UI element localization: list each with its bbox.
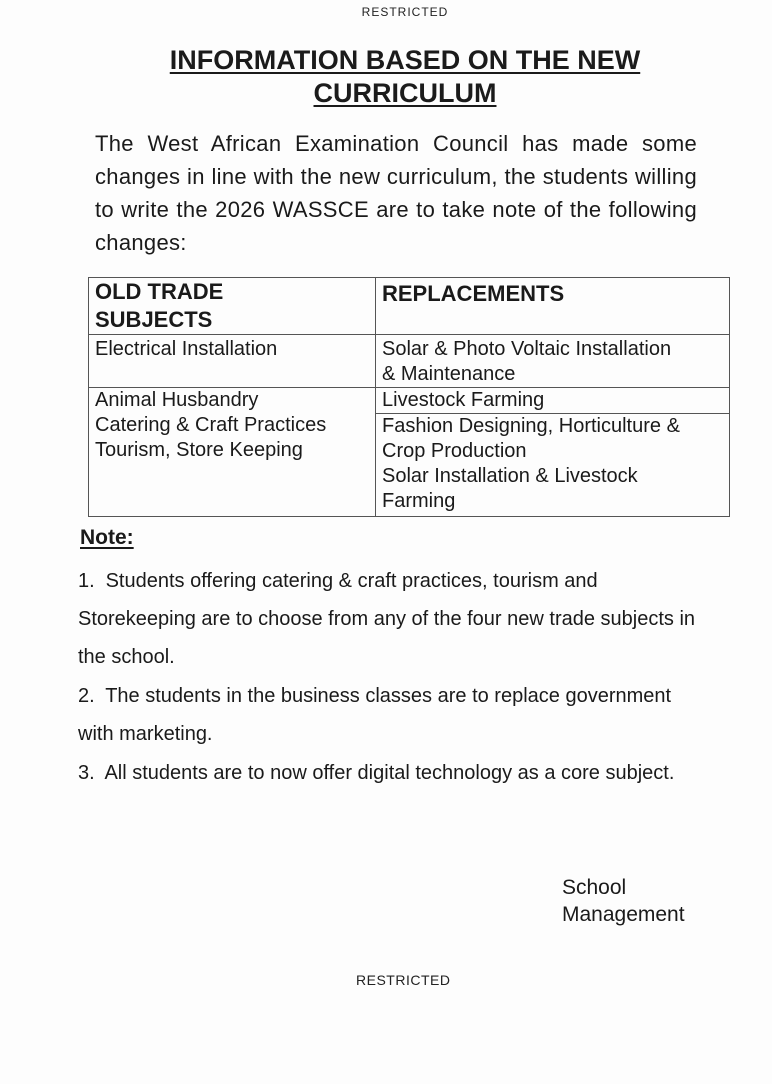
old-subject-cell xyxy=(89,335,376,388)
intro-paragraph: The West African Examination Council has made some changes in line with the new curriculum, the students willing to write the 2026 WASSCE are to take note of the following changes: xyxy=(95,131,697,255)
replacement-fashion-line-2: Crop Production xyxy=(382,440,527,462)
signoff-line-2: Management xyxy=(562,903,685,926)
note-text: The students in the business classes are to replace government with marketing. xyxy=(78,685,672,745)
replacement-solar-line-2: & Maintenance xyxy=(382,363,516,385)
note-text: Students offering catering & craft practices, tourism and Storekeeping are to choose from any of the four new trade subjects in the school. xyxy=(78,570,696,668)
list-item xyxy=(78,562,696,676)
table-header-row xyxy=(89,278,730,335)
replacement-solar-line-1: Solar & Photo Voltaic Installation xyxy=(382,338,672,360)
replacement-solar-livestock-line-1: Solar Installation & Livestock xyxy=(382,465,638,487)
old-subject-electrical: Electrical Installation xyxy=(95,338,278,360)
note-heading: Note: xyxy=(80,526,134,549)
old-subject-catering: Catering & Craft Practices xyxy=(95,414,327,436)
table-row xyxy=(89,335,730,388)
header-replacements xyxy=(376,278,730,335)
header-replacements-label: REPLACEMENTS xyxy=(382,281,565,306)
replacement-solar-livestock-line-2: Farming xyxy=(382,490,456,512)
old-subject-animal-husbandry: Animal Husbandry xyxy=(95,389,259,411)
table-row xyxy=(89,388,730,517)
note-number: 2. xyxy=(78,685,95,707)
header-old-trade-subjects xyxy=(89,278,376,335)
replacement-livestock: Livestock Farming xyxy=(376,388,729,414)
old-subject-cell xyxy=(89,388,376,517)
page-title xyxy=(0,44,772,110)
list-item xyxy=(78,754,696,792)
note-text: All students are to now offer digital technology as a core subject. xyxy=(104,762,675,784)
list-item xyxy=(78,677,696,753)
notes-list xyxy=(78,562,696,793)
title-line-1: INFORMATION BASED ON THE NEW xyxy=(169,45,641,75)
header-restricted-label: RESTRICTED xyxy=(361,5,449,19)
header-old-line-1: OLD TRADE xyxy=(95,279,224,304)
title-line-2: CURRICULUM xyxy=(313,78,497,108)
old-subject-tourism: Tourism, Store Keeping xyxy=(95,439,303,461)
footer-restricted-label: RESTRICTED xyxy=(356,972,451,988)
note-number: 1. xyxy=(78,570,95,592)
signoff xyxy=(562,874,685,928)
replacement-cell xyxy=(376,388,730,517)
header-old-line-2: SUBJECTS xyxy=(95,307,213,332)
replacement-cell xyxy=(376,335,730,388)
signoff-line-1: School xyxy=(562,876,627,899)
replacement-fashion-line-1: Fashion Designing, Horticulture & xyxy=(382,415,680,437)
subject-changes-table xyxy=(88,277,730,517)
note-number: 3. xyxy=(78,762,95,784)
